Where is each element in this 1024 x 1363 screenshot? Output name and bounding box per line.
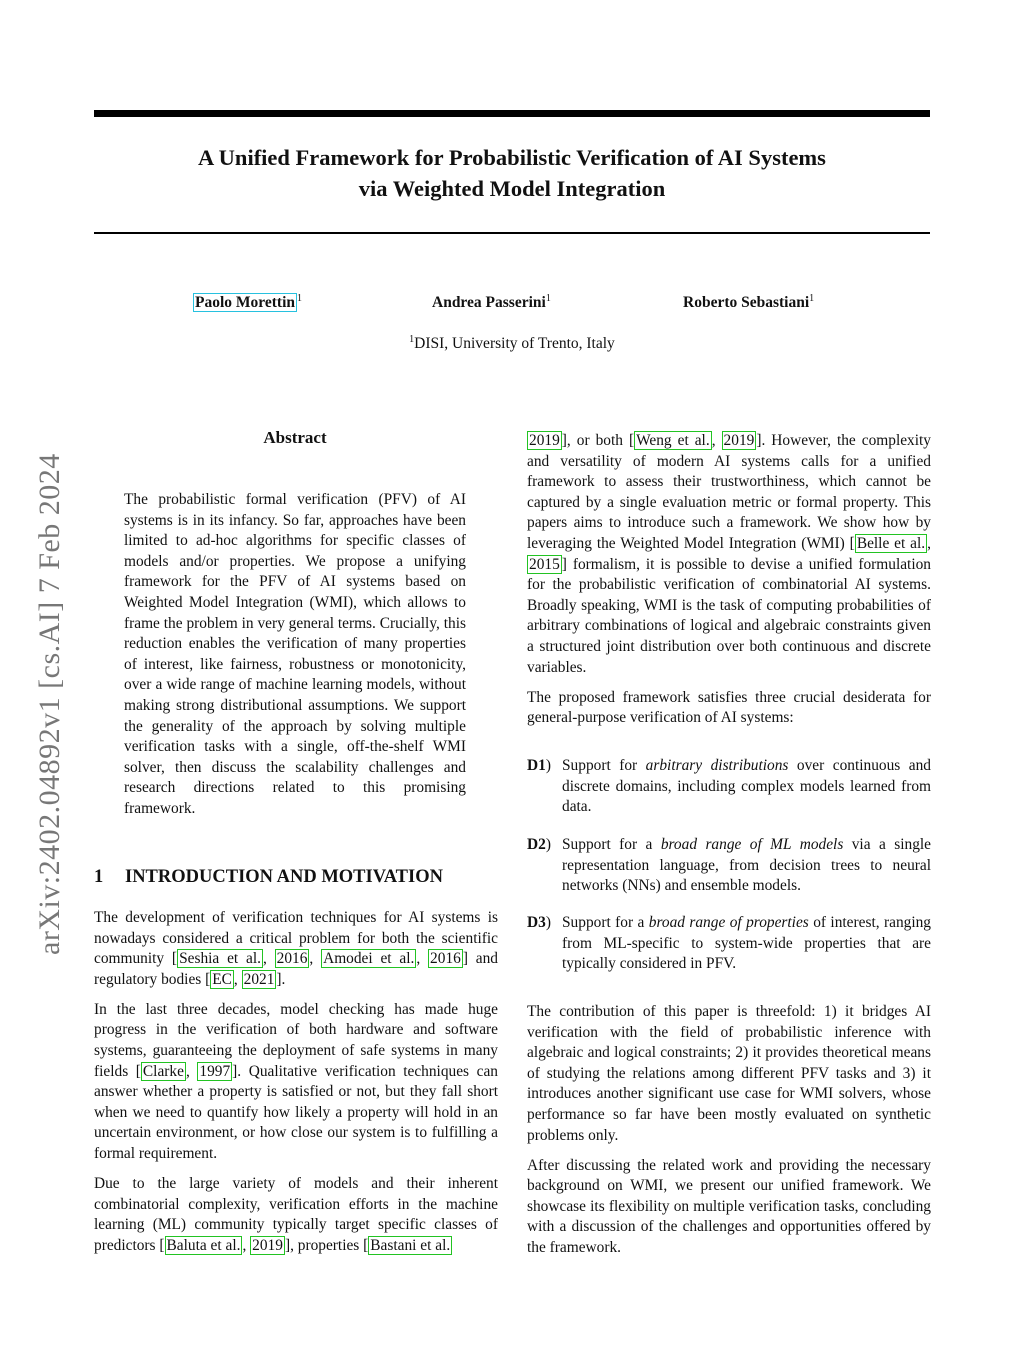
citation-link[interactable]: 2019: [252, 1236, 283, 1254]
intro-paragraph-3-cont: 2019 ], or both [ Weng et al. , 2019 ]. However, the complexity and versatility of modern AI systems calls for a unified framework to assess their trustworthiness, which cannot be captured by a single evaluation metric or formal property. This papers aims to introduce such a framework. We show how by leveraging the Weighted Model Integration (WMI) [ Belle et al. , 2015 ] formalism, it is possible to devise a unified formulation for the probabilistic verification of combinatorial AI systems. Broadly speaking, WMI is the task of computing probabilities of arbitrary combinations of logical and algebraic constraints given a structured joint distribution over both continuous and discrete variables.: [527, 432, 932, 676]
author-3: Roberto Sebastiani$^1$: [683, 293, 815, 311]
abstract-text: The probabilistic formal verification (PFV) of AI systems is in its infancy. So far, approaches have been limited to ad-hoc algorithms for specific classes of models and/or properties. We propose a unifying framework for the PFV of AI systems based on Weighted Model Integration (WMI), which allows to frame the problem in very general terms. Crucially, this reduction enables the verification of many properties of interest, like fairness, robustness or monotonicity, over a wide range of machine learning models, without making strong distributional assumptions. We support the generality of the approach by solving multiple verification tasks with a single, off-the-shelf WMI solver, then discuss the scalability challenges and research directions related to this promising framework.: [124, 491, 466, 817]
citation-link[interactable]: 2015: [529, 555, 560, 573]
title-line-1: A Unified Framework for Probabilistic Verification of AI Systems: [198, 145, 826, 170]
intro-paragraph-3: Due to the large variety of models and their inherent combinatorial complexity, verification efforts in the machine learning (ML) community typically target specific classes of predictors [ Baluta et al. , 2019 ], properties [ Bastani et al.: [94, 1175, 498, 1254]
intro-paragraph-2: In the last three decades, model checking has made huge progress in the verification of both hardware and software systems, guaranteeing the deployment of safe systems in many fields [ Clarke , 1997 ]. Qualitative verification techniques can answer whether a property is satisfied or not, but they fall short when we need to quantify how likely a property will hold in an uncertain environment, or how close our system is to fulfilling a formal requirement.: [94, 1000, 498, 1163]
title-line-2: via Weighted Model Integration: [358, 176, 666, 201]
citation-link[interactable]: 1997: [199, 1062, 231, 1080]
citation-link[interactable]: EC: [212, 970, 232, 988]
author-1: Paolo Morettin $^1$: [195, 293, 303, 311]
citation-link[interactable]: Seshia et al.: [179, 950, 261, 968]
intro-paragraph-4: The proposed framework satisfies three crucial desiderata for general-purpose verification of AI systems:: [527, 688, 931, 727]
citation-link[interactable]: 2016: [276, 950, 308, 968]
abstract-heading: Abstract: [263, 428, 327, 447]
intro-paragraph-6: After discussing the related work and providing the necessary background on WMI, we present our unified framework. We showcase its flexibility on multiple verification tasks, concluding with a discussion of the challenges and opportunities offered by the framework.: [527, 1156, 931, 1257]
citation-link[interactable]: Bastani et al.: [370, 1236, 451, 1254]
author-2: Andrea Passerini$^1$: [432, 293, 551, 311]
paper-title: [94, 142, 930, 204]
citation-link[interactable]: Belle et al.: [856, 534, 926, 552]
left-column-body: [94, 908, 498, 1266]
citation-link[interactable]: Clarke: [142, 1062, 184, 1080]
right-column-top: [527, 431, 931, 738]
citation-link[interactable]: Weng et al.: [636, 432, 710, 449]
arxiv-stamp: arXiv:2402.04892v1 [cs.AI] 7 Feb 2024: [33, 453, 66, 955]
desideratum-item: D3) Support for a broad range of properties of interest, ranging from ML-specific to system-wide properties that are typically considered in PFV.: [527, 914, 931, 973]
top-rule: [94, 110, 930, 117]
intro-paragraph-1: The development of verification techniques for AI systems is nowadays considered a critical problem for both the scientific community [ Seshia et al. , 2016 , Amodei et al. , 2016 ] and regulatory bodies [ EC , 2021 ].: [94, 909, 498, 988]
citation-link[interactable]: 2019: [529, 432, 560, 449]
affiliation: $^1$DISI, University of Trento, Italy: [409, 334, 615, 352]
citation-link[interactable]: Baluta et al.: [166, 1236, 241, 1254]
citation-link[interactable]: 2019: [723, 432, 755, 449]
desideratum-item: D2) Support for a broad range of ML models via a single representation language, from decision trees to neural networks (NNs) and ensemble models.: [527, 836, 931, 895]
author-1-link[interactable]: Paolo Morettin: [195, 294, 296, 311]
title-rule: [94, 232, 930, 234]
citation-link[interactable]: 2021: [243, 970, 275, 988]
right-column-bottom: [527, 1002, 931, 1268]
intro-paragraph-5: The contribution of this paper is threefold: 1) it bridges AI verification with the field of probabilistic inference with algebraic and logical constraints; 2) it provides theoretical means of studying the relations among different PFV tasks and 3) it introduces another significant use case for WMI solvers, whose performance so far have been mostly evaluated on synthetic problems only.: [527, 1003, 931, 1144]
citation-link[interactable]: Amodei et al.: [323, 950, 415, 968]
citation-link[interactable]: 2016: [430, 950, 461, 968]
desideratum-item: D1) Support for arbitrary distributions over continuous and discrete domains, including complex models learned from data.: [527, 757, 931, 816]
section-heading: 1 INTRODUCTION AND MOTIVATION: [94, 867, 443, 887]
